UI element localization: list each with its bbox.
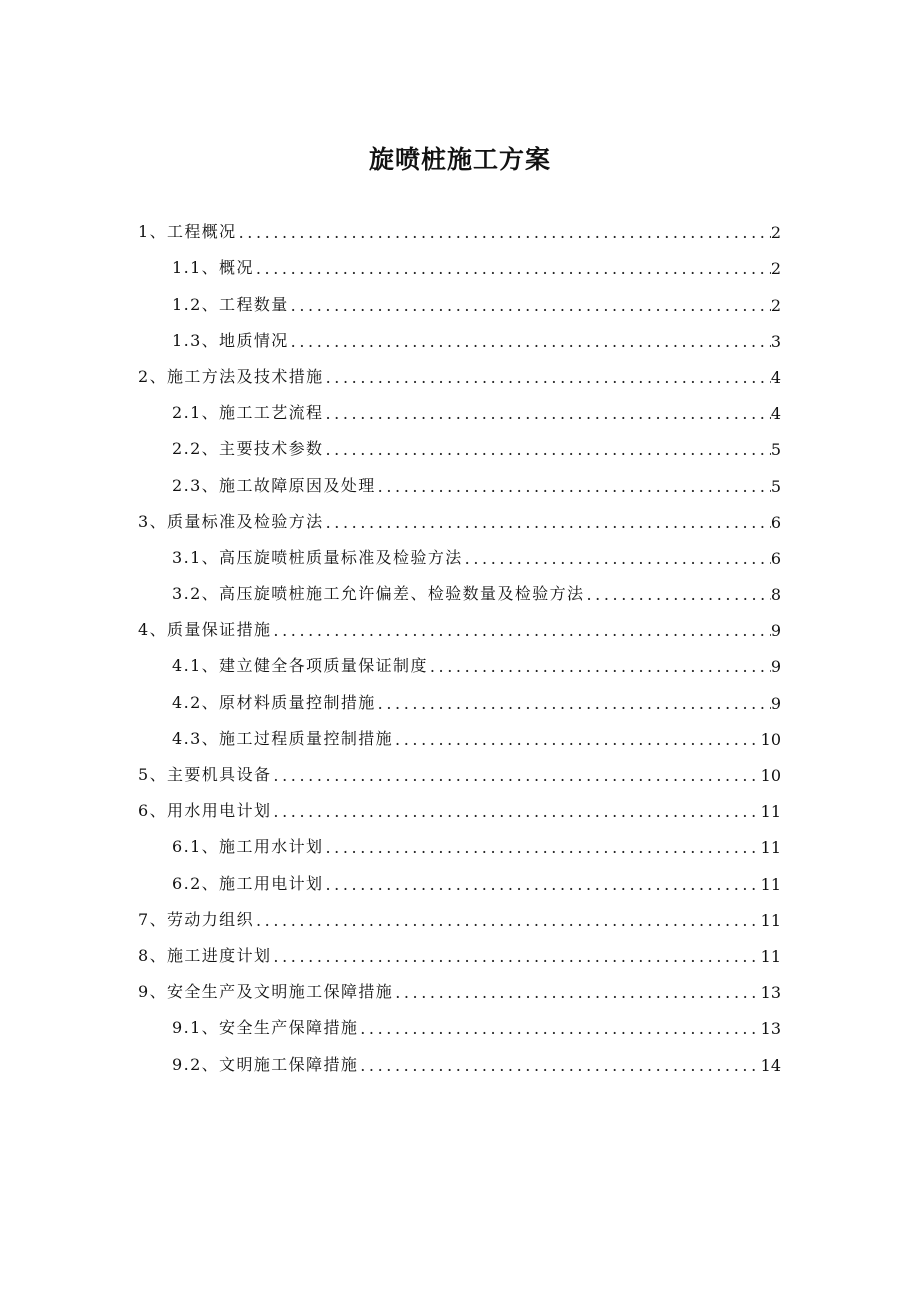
- toc-dot-leader: [428, 657, 771, 678]
- toc-entry[interactable]: [138, 968, 781, 1004]
- toc-dot-leader: [289, 332, 771, 353]
- toc-page-number: 2: [770, 223, 781, 243]
- toc-entry[interactable]: [138, 280, 781, 316]
- toc-entry-text: 2.3、施工故障原因及处理: [172, 475, 376, 495]
- toc-dot-leader: [289, 296, 771, 317]
- toc-entry[interactable]: [138, 353, 781, 389]
- toc-entry-text: 1.2、工程数量: [172, 294, 289, 314]
- toc-entry[interactable]: [138, 678, 781, 714]
- toc-page-number: 5: [770, 476, 781, 496]
- toc-entry[interactable]: [138, 425, 781, 461]
- toc-page-number: 9: [770, 657, 781, 677]
- toc-entry[interactable]: [138, 208, 781, 244]
- toc-dot-leader: [393, 730, 761, 751]
- toc-entry-text: 4.1、建立健全各项质量保证制度: [172, 656, 428, 676]
- toc-entry[interactable]: [138, 823, 781, 859]
- toc-entry-text: 9.1、安全生产保障措施: [172, 1018, 359, 1038]
- toc-entry-text: 9、安全生产及文明施工保障措施: [138, 982, 394, 1002]
- toc-dot-leader: [323, 404, 770, 425]
- toc-dot-leader: [393, 983, 760, 1004]
- toc-entry[interactable]: [138, 244, 781, 280]
- toc-dot-leader: [323, 875, 760, 896]
- toc-dot-leader: [358, 1019, 760, 1040]
- toc-entry[interactable]: [138, 859, 781, 895]
- table-of-contents: [138, 208, 781, 1077]
- toc-entry[interactable]: [138, 715, 781, 751]
- toc-page-number: 2: [770, 259, 781, 279]
- toc-entry-text: 8、施工进度计划: [138, 945, 272, 965]
- toc-entry[interactable]: [138, 606, 781, 642]
- toc-entry-text: 7、劳动力组织: [138, 909, 254, 929]
- toc-page-number: 9: [770, 621, 781, 641]
- toc-page-number: 5: [770, 440, 781, 460]
- toc-entry-text: 6.2、施工用电计划: [172, 873, 324, 893]
- toc-page-number: 11: [760, 838, 781, 858]
- toc-page-number: 13: [760, 983, 781, 1003]
- toc-page-number: 6: [770, 548, 781, 568]
- toc-dot-leader: [376, 477, 771, 498]
- toc-dot-leader: [237, 223, 771, 244]
- toc-dot-leader: [324, 513, 771, 534]
- toc-entry[interactable]: [138, 498, 781, 534]
- toc-dot-leader: [271, 621, 770, 642]
- toc-entry-text: 1.3、地质情况: [172, 330, 289, 350]
- toc-page-number: 11: [760, 802, 781, 822]
- toc-entry[interactable]: [138, 787, 781, 823]
- toc-dot-leader: [584, 585, 770, 606]
- toc-dot-leader: [254, 911, 761, 932]
- toc-entry-text: 2.2、主要技术参数: [172, 439, 324, 459]
- toc-entry[interactable]: [138, 1004, 781, 1040]
- toc-page-number: 11: [760, 910, 781, 930]
- toc-dot-leader: [358, 1056, 760, 1077]
- toc-entry-text: 5、主要机具设备: [138, 765, 272, 784]
- toc-entry[interactable]: [138, 534, 781, 570]
- toc-dot-leader: [324, 368, 771, 389]
- toc-dot-leader: [463, 549, 771, 570]
- toc-entry-text: 6.1、施工用水计划: [172, 837, 324, 857]
- toc-entry-text: 6、用水用电计划: [138, 801, 272, 821]
- toc-dot-leader: [323, 838, 760, 859]
- toc-entry-text: 4.2、原材料质量控制措施: [172, 692, 376, 712]
- toc-entry-text: 2、施工方法及技术措施: [138, 366, 324, 386]
- toc-page-number: 3: [770, 331, 781, 351]
- toc-entry-text: 3.2、高压旋喷桩施工允许偏差、检验数量及检验方法: [172, 584, 585, 604]
- toc-entry[interactable]: [138, 317, 781, 353]
- toc-page-number: 14: [760, 1055, 781, 1075]
- toc-entry[interactable]: [138, 642, 781, 678]
- toc-entry[interactable]: [138, 570, 781, 606]
- toc-dot-leader: [271, 766, 760, 787]
- toc-entry[interactable]: [138, 896, 781, 932]
- toc-page-number: 11: [760, 946, 781, 966]
- toc-dot-leader: [271, 947, 760, 968]
- toc-dot-leader: [254, 259, 771, 280]
- toc-entry-text: 4.3、施工过程质量控制措施: [172, 728, 394, 748]
- toc-page-number: 4: [770, 367, 781, 387]
- document-title: 旋喷桩施工方案: [368, 145, 551, 174]
- toc-page-number: 10: [760, 729, 781, 749]
- toc-dot-leader: [323, 440, 770, 461]
- toc-entry-text: 1.1、概况: [172, 258, 254, 278]
- toc-entry-text: 2.1、施工工艺流程: [172, 403, 324, 423]
- toc-dot-leader: [376, 694, 771, 715]
- toc-page-number: 10: [760, 766, 781, 785]
- toc-page-number: 6: [770, 512, 781, 532]
- toc-page-number: 2: [770, 295, 781, 315]
- toc-entry[interactable]: [138, 1040, 781, 1076]
- toc-entry[interactable]: [138, 751, 781, 787]
- toc-entry-text: 3.1、高压旋喷桩质量标准及检验方法: [172, 547, 463, 567]
- toc-entry[interactable]: [138, 389, 781, 425]
- toc-page-number: 9: [770, 693, 781, 713]
- toc-entry-text: 1、工程概况: [138, 222, 237, 242]
- toc-page-number: 13: [760, 1019, 781, 1039]
- toc-page-number: 4: [770, 404, 781, 424]
- toc-page-number: 11: [760, 874, 781, 894]
- toc-entry-text: 9.2、文明施工保障措施: [172, 1054, 359, 1074]
- toc-entry[interactable]: [138, 932, 781, 968]
- toc-entry-text: 3、质量标准及检验方法: [138, 511, 324, 531]
- toc-dot-leader: [271, 802, 760, 823]
- toc-entry[interactable]: [138, 461, 781, 497]
- toc-page-number: 8: [770, 585, 781, 605]
- toc-entry-text: 4、质量保证措施: [138, 620, 272, 640]
